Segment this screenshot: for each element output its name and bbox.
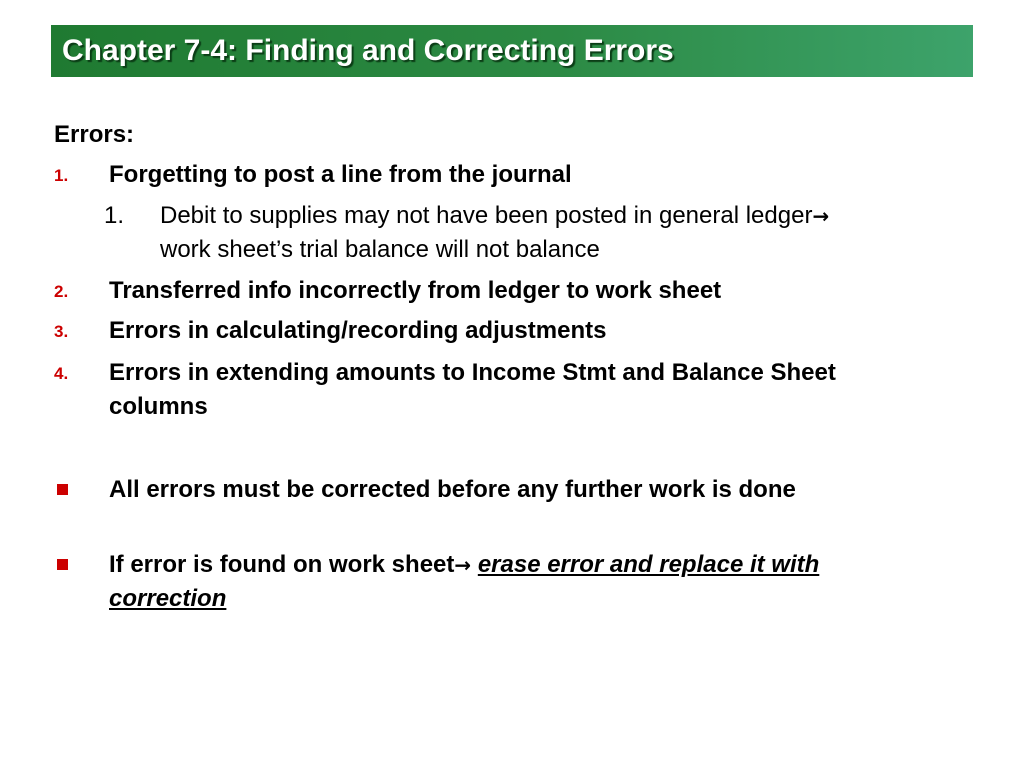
right-arrow-icon: → xyxy=(454,553,472,577)
list-number-1: 1. xyxy=(54,166,69,185)
list-item-3: Errors in calculating/recording adjustments xyxy=(109,317,607,344)
bullet-marker-2 xyxy=(57,559,68,570)
bullet-item-2-emphasis: erase error and replace it with correction xyxy=(109,551,820,612)
list-number-4: 4. xyxy=(54,364,69,383)
errors-heading: Errors: xyxy=(54,121,135,148)
list-number-2: 2. xyxy=(54,282,69,301)
bullet-item-2-text: If error is found on work sheet xyxy=(109,551,455,578)
title-bar xyxy=(51,25,973,77)
list-item-4: Errors in extending amounts to Income Stmt and Balance Sheet columns xyxy=(109,359,836,420)
bullet-marker-1 xyxy=(57,484,68,495)
sub-list-item-1 xyxy=(160,199,880,267)
list-item-2: Transferred info incorrectly from ledger to work sheet xyxy=(109,277,722,304)
bullet-item-2 xyxy=(109,548,909,616)
sub-item-text-part-1: Debit to supplies may not have been posted in general ledger xyxy=(160,202,813,229)
bullet-item-1: All errors must be corrected before any further work is done xyxy=(109,476,796,503)
sub-item-text-part-2: work sheet’s trial balance will not balance xyxy=(160,236,600,263)
right-arrow-icon: → xyxy=(812,204,830,228)
list-number-3: 3. xyxy=(54,322,69,341)
sub-list-number-1: 1. xyxy=(104,202,125,229)
list-item-1: Forgetting to post a line from the journal xyxy=(109,161,572,188)
slide-title: Chapter 7-4: Finding and Correcting Errors xyxy=(62,34,674,67)
